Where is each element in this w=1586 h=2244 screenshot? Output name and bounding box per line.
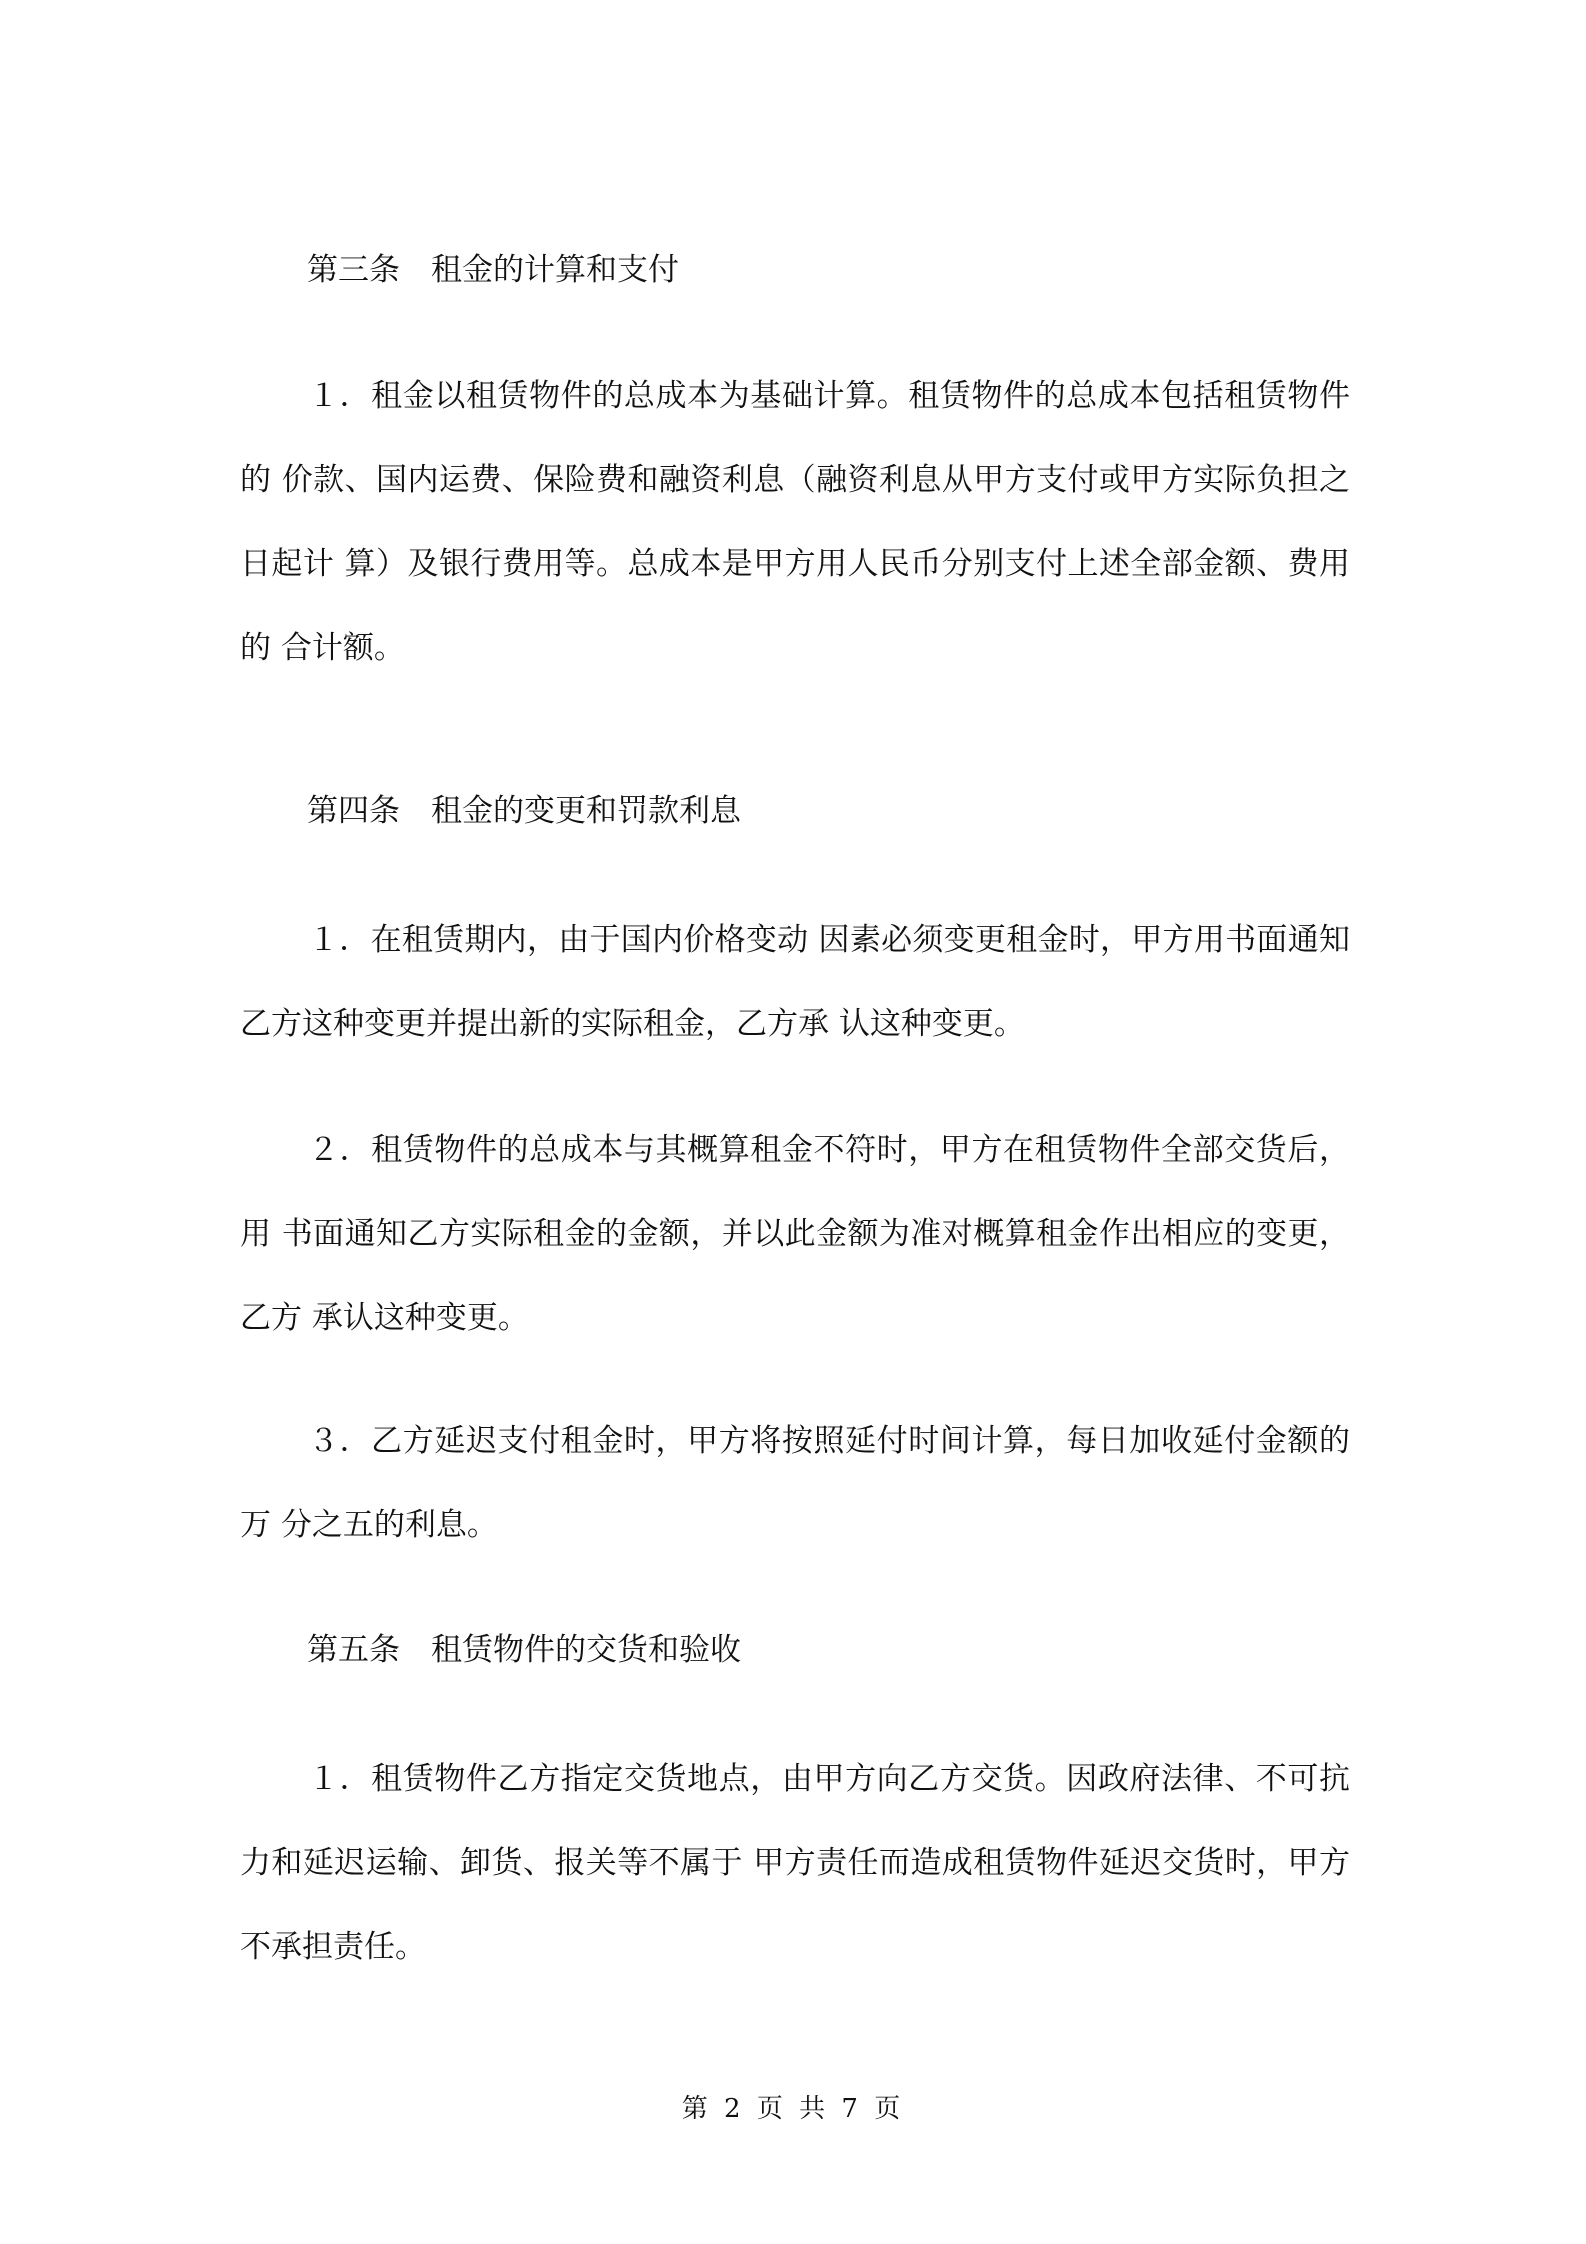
section-heading-article-3: 第三条 租金的计算和支付	[307, 252, 679, 288]
article-4-paragraph-1: １．在租赁期内，由于国内价格变动 因素必须变更租金时，甲方用书面通知乙方这种变更并提出新的实际租金，乙方承 认这种变更。	[240, 922, 1350, 1042]
article-3-paragraph-1: １．租金以租赁物件的总成本为基础计算。租赁物件的总成本包括租赁物件的 价款、国内运费、保险费和融资利息（融资利息从甲方支付或甲方实际负担之日起计 算）及银行费用等。总成本是甲方用人民币分别支付上述全部金额、费用的 合计额。	[240, 378, 1350, 666]
section-heading-article-4: 第四条 租金的变更和罚款利息	[307, 793, 741, 829]
article-4-paragraph-2: ２．租赁物件的总成本与其概算租金不符时，甲方在租赁物件全部交货后，用 书面通知乙方实际租金的金额，并以此金额为准对概算租金作出相应的变更，乙方 承认这种变更。	[240, 1132, 1350, 1336]
article-5-paragraph-1: １．租赁物件乙方指定交货地点，由甲方向乙方交货。因政府法律、不可抗力和延迟运输、卸货、报关等不属于 甲方责任而造成租赁物件延迟交货时，甲方不承担责任。	[240, 1761, 1350, 1965]
article-4-paragraph-3: ３．乙方延迟支付租金时，甲方将按照延付时间计算，每日加收延付金额的万 分之五的利息。	[240, 1423, 1350, 1543]
section-heading-article-5: 第五条 租赁物件的交货和验收	[307, 1632, 741, 1668]
page-number-footer: 第 2 页 共 7 页	[681, 2094, 905, 2124]
